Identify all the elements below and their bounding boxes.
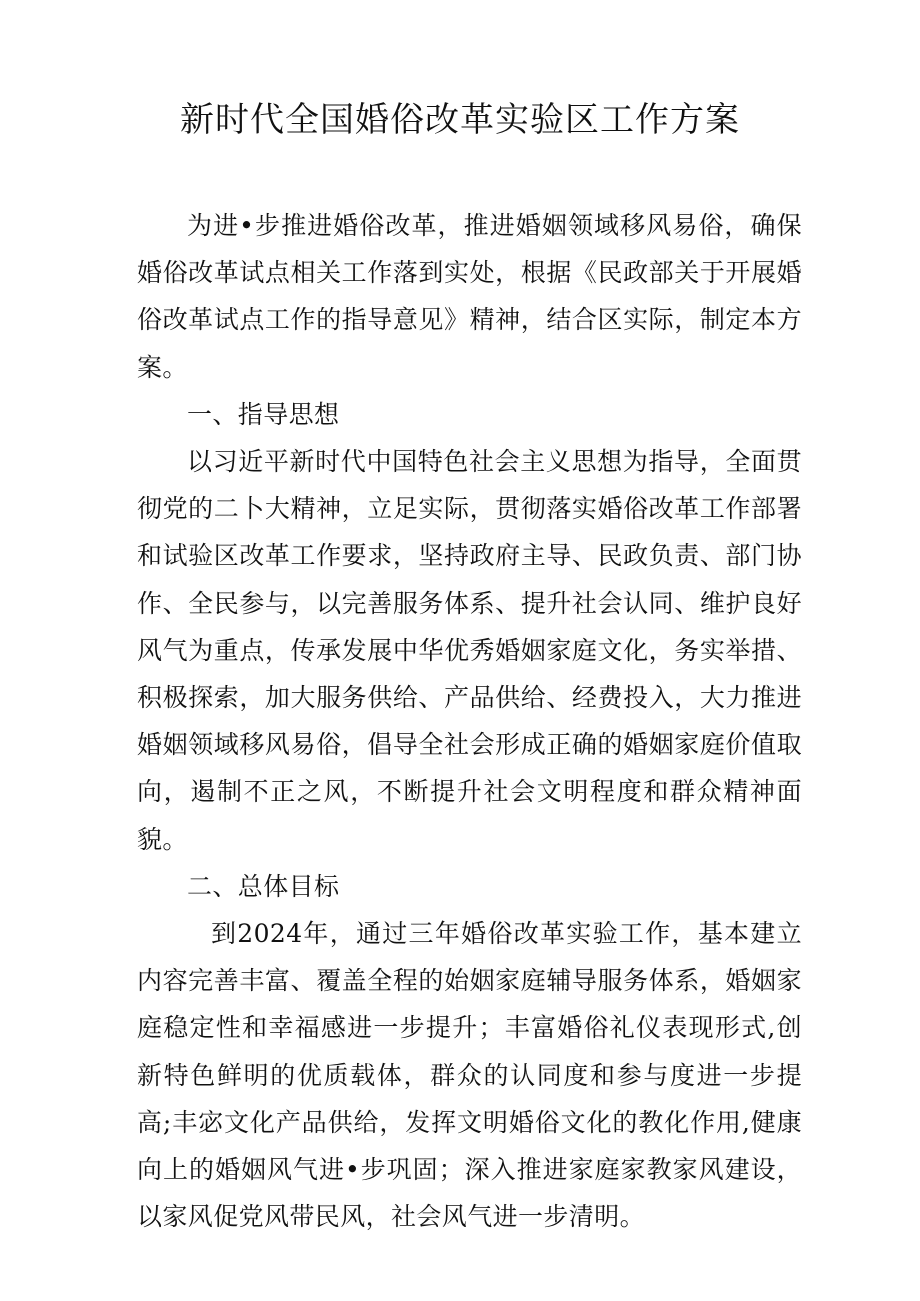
guiding-ideology-paragraph: 以习近平新时代中国特色社会主义思想为指导，全面贯彻党的二卜大精神，立足实际，贯彻落实婚俗改革工作部署和试验区改革工作要求，坚持政府主导、民政负责、部门协作、全民参与，以完善服务体系、提升社会认同、维护良好风气为重点，传承发展中华优秀婚姻家庭文化，务实举措、积极探索，加大服务供给、产品供给、经费投入，大力推进婚姻领域移风易俗，倡导全社会形成正确的婚姻家庭价值取向，遏制不正之风，不断提升社会文明程度和群众精神面貌。 [137,447,802,854]
document-title: 新时代全国婚俗改革实验区工作方案 [180,100,740,140]
document-body [137,202,802,1240]
intro-paragraph: 为进•步推进婚俗改革，推进婚姻领域移风易俗，确保婚俗改革试点相关工作落到实处，根据《民政部关于开展婚俗改革试点工作的指导意见》精神，结合区实际，制定本方案。 [137,211,802,382]
section-heading-overall-goals: 二、总体目标 [187,871,340,901]
section-heading-guiding-ideology: 一、指导思想 [187,399,340,429]
overall-goals-paragraph: 到2024年，通过三年婚俗改革实验工作，基本建立内容完善丰富、覆盖全程的始姻家庭辅导服务体系，婚姻家庭稳定性和幸福感进一步提升；丰富婚俗礼仪表现形式,创新特色鲜明的优质载体，群众的认同度和参与度进一步提高;丰宓文化产品供给，发挥文明婚俗文化的教化作用,健康向上的婚姻风气进•步巩固；深入推进家庭家教家风建设，以家风促党风带民风，社会风气进一步清明。 [137,919,802,1232]
